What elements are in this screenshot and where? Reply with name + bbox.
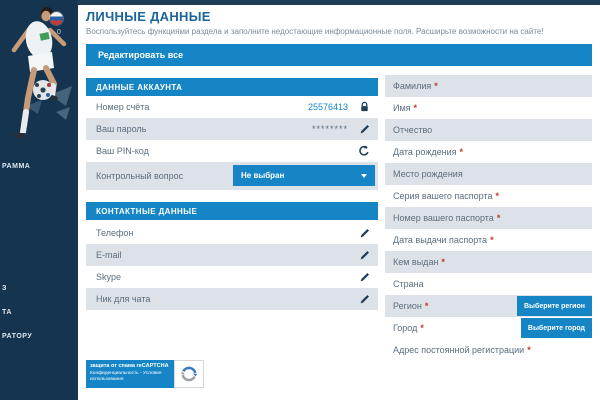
- field-label: Место рождения: [393, 169, 463, 179]
- terms-link[interactable]: Условия использования: [90, 370, 162, 382]
- pencil-icon[interactable]: [358, 271, 370, 283]
- sidebar: [0, 0, 78, 400]
- field-label: Страна: [393, 279, 424, 289]
- required-mark: *: [424, 301, 429, 311]
- field-label: Кем выдан: [393, 257, 439, 267]
- pencil-icon[interactable]: [358, 123, 370, 135]
- security-question-select[interactable]: [233, 165, 375, 186]
- contact-section-header: КОНТАКТНЫЕ ДАННЫЕ: [86, 202, 378, 220]
- recaptcha-badge: [86, 360, 204, 388]
- sidebar-item-fragment[interactable]: ТА: [2, 309, 12, 316]
- field-label: Город: [393, 323, 418, 333]
- personal-row-middlename[interactable]: [385, 119, 592, 141]
- contact-row-skype: [86, 266, 378, 288]
- pencil-icon[interactable]: [358, 249, 370, 261]
- personal-row-registration-address[interactable]: [385, 339, 592, 361]
- contact-row-chat-nick: [86, 288, 378, 310]
- sidebar-item-fragment[interactable]: РАММА: [2, 163, 31, 170]
- personal-row-passport-issued-by[interactable]: [385, 251, 592, 273]
- page-title: ЛИЧНЫЕ ДАННЫЕ: [86, 9, 211, 24]
- field-label: Ваш пароль: [96, 124, 147, 134]
- account-row-pin: [86, 140, 378, 162]
- field-label: Отчество: [393, 125, 433, 135]
- password-masked-value: ********: [311, 124, 348, 134]
- choose-region-button[interactable]: Выберите регион: [517, 296, 592, 316]
- contact-row-phone: [86, 222, 378, 244]
- field-label: Фамилия: [393, 81, 432, 91]
- contact-row-email: [86, 244, 378, 266]
- recaptcha-brand: reCAPTCHA: [136, 363, 169, 369]
- recaptcha-logo-icon[interactable]: [174, 360, 204, 388]
- edit-all-button[interactable]: Редактировать все: [86, 44, 592, 66]
- personal-row-lastname[interactable]: [385, 75, 592, 97]
- page-subtitle: Воспользуйтесь функциями раздела и заполните недостающие информационные поля. Расширьте возможности на сайте!: [86, 27, 544, 36]
- field-label: Skype: [96, 272, 122, 282]
- choose-city-button[interactable]: Выберите город: [521, 318, 592, 338]
- personal-row-passport-issue-date[interactable]: [385, 229, 592, 251]
- personal-row-region: [385, 295, 592, 317]
- personal-row-passport-number[interactable]: [385, 207, 592, 229]
- sidebar-item-fragment[interactable]: РАТОРУ: [2, 333, 33, 340]
- required-mark: *: [459, 147, 464, 157]
- sidebar-item-fragment[interactable]: З: [2, 285, 7, 292]
- field-label: Телефон: [96, 228, 134, 238]
- personal-row-birthdate[interactable]: [385, 141, 592, 163]
- field-label: Контрольный вопрос: [96, 171, 184, 181]
- refresh-icon[interactable]: [358, 145, 370, 157]
- required-mark: *: [434, 81, 438, 91]
- recaptcha-text: [86, 360, 174, 388]
- chevron-down-icon: [361, 174, 367, 178]
- field-label: Дата выдачи паспорта: [393, 235, 488, 245]
- required-mark: *: [490, 235, 494, 245]
- required-mark: *: [527, 345, 531, 355]
- pencil-icon[interactable]: [358, 293, 370, 305]
- personal-row-passport-series[interactable]: [385, 185, 592, 207]
- personal-row-country[interactable]: [385, 273, 592, 295]
- personal-row-city: [385, 317, 592, 339]
- required-mark: *: [420, 323, 424, 333]
- field-label: Ник для чата: [96, 294, 151, 304]
- personal-row-firstname[interactable]: [385, 97, 592, 119]
- account-row-password: [86, 118, 378, 140]
- account-section-header: ДАННЫЕ АККАУНТА: [86, 78, 378, 96]
- field-label: Серия вашего паспорта: [393, 191, 493, 201]
- required-mark: *: [441, 257, 445, 267]
- personal-row-birthplace[interactable]: [385, 163, 592, 185]
- separator: -: [140, 370, 142, 376]
- field-label: Номер вашего паспорта: [393, 213, 494, 223]
- selected-option: Не выбран: [241, 171, 285, 180]
- pencil-icon[interactable]: [358, 227, 370, 239]
- top-bar: [78, 0, 600, 5]
- flag-badge: 0: [57, 29, 61, 36]
- required-mark: *: [496, 213, 501, 223]
- field-label: Ваш PIN-код: [96, 146, 149, 156]
- field-label: Номер счёта: [96, 102, 150, 112]
- required-mark: *: [495, 191, 500, 201]
- russia-flag-icon[interactable]: [50, 12, 63, 25]
- account-number-value: 25576413: [307, 102, 348, 112]
- account-row-security-question: [86, 162, 378, 190]
- privacy-link[interactable]: Конфиденциальность: [90, 370, 139, 376]
- account-row-number: [86, 96, 378, 118]
- lock-icon: [358, 101, 370, 113]
- required-mark: *: [413, 103, 418, 113]
- field-label: E-mail: [96, 250, 122, 260]
- field-label: Имя: [393, 103, 411, 113]
- field-label: Регион: [393, 301, 422, 311]
- field-label: Адрес постоянной регистрации: [393, 345, 525, 355]
- recaptcha-prefix: защита от спама: [90, 363, 135, 369]
- field-label: Дата рождения: [393, 147, 457, 157]
- player-photo: [0, 0, 78, 170]
